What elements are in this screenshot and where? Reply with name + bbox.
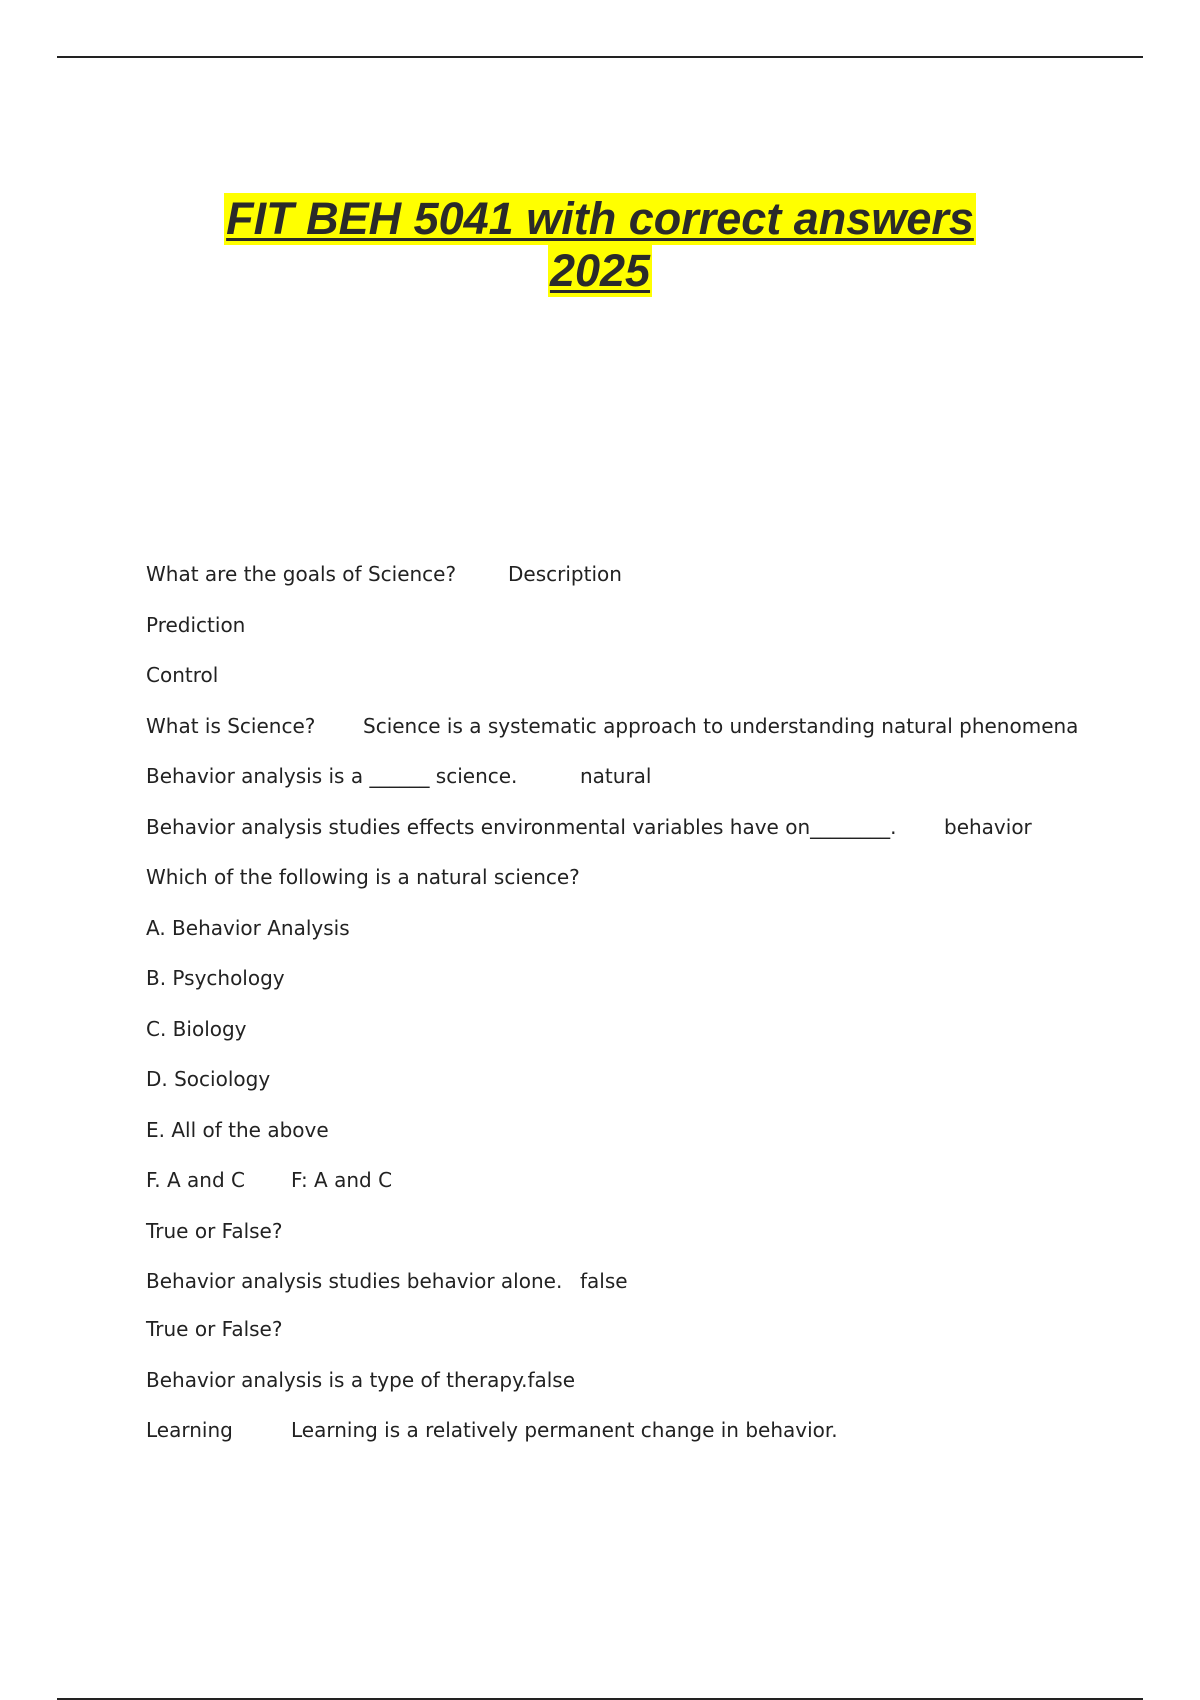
line-text: True or False? <box>146 1219 283 1243</box>
question-text: F. A and C <box>146 1168 245 1192</box>
answer-text: false <box>580 1269 628 1293</box>
qa-line-learning <box>146 1417 838 1521</box>
line-text: D. Sociology <box>146 1067 271 1091</box>
question-text: What is Science? <box>146 714 316 738</box>
line-text: E. All of the above <box>146 1118 329 1142</box>
top-rule <box>57 56 1143 58</box>
question-text: Behavior analysis studies effects environmental variables have on________. <box>146 815 897 839</box>
line-text: True or False? <box>146 1317 283 1341</box>
title-line-1: FIT BEH 5041 with correct answers <box>226 193 974 244</box>
line-text: A. Behavior Analysis <box>146 916 350 940</box>
answer-text: Science is a systematic approach to understanding natural phenomena <box>363 714 1079 738</box>
question-text: What are the goals of Science? <box>146 562 457 586</box>
question-text: Learning <box>146 1418 233 1442</box>
answer-text: behavior <box>944 815 1032 839</box>
document-title <box>0 193 1200 297</box>
line-text: B. Psychology <box>146 966 285 990</box>
line-text: C. Biology <box>146 1017 247 1041</box>
answer-text: Description <box>508 562 622 586</box>
answer-text: natural <box>580 764 652 788</box>
line-text: Behavior analysis is a type of therapy.false <box>146 1368 576 1392</box>
line-text: Which of the following is a natural science? <box>146 865 580 889</box>
answer-text: F: A and C <box>291 1168 393 1192</box>
question-text: Behavior analysis studies behavior alone. <box>146 1269 563 1293</box>
line-text: Prediction <box>146 613 246 637</box>
title-line-2: 2025 <box>549 245 651 296</box>
answer-text: Learning is a relatively permanent change in behavior. <box>291 1418 838 1442</box>
line-text: Control <box>146 663 219 687</box>
question-text: Behavior analysis is a ______ science. <box>146 764 518 788</box>
